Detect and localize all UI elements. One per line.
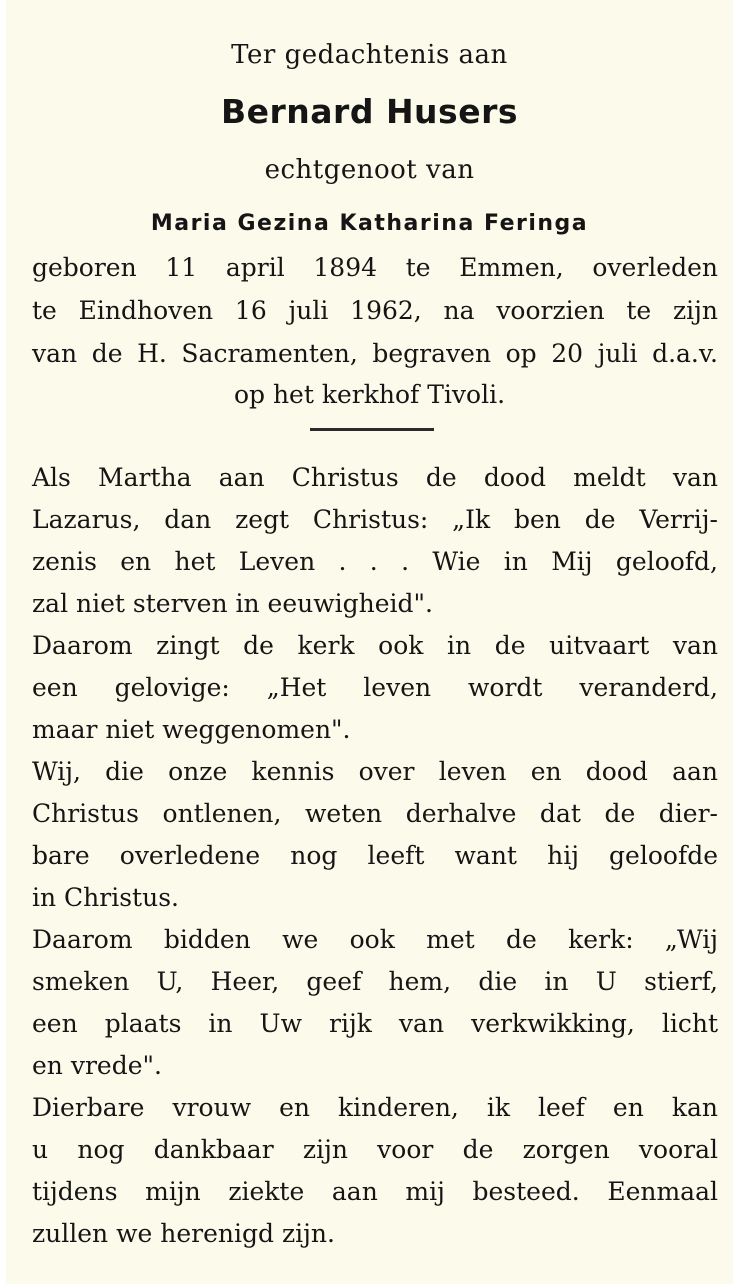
text-line: Daarom zingt de kerk ook in de uitvaart van: [32, 631, 718, 660]
text-line: u nog dankbaar zijn voor de zorgen vooral: [32, 1135, 718, 1164]
memorial-card: [6, 0, 733, 1284]
biography-line: van de H. Sacramenten, begraven op 20 juli d.a.v.: [32, 339, 718, 368]
text-line: en vrede".: [32, 1051, 162, 1080]
text-line: bare overledene nog leeft want hij geloofde: [32, 841, 718, 870]
intro-line: Ter gedachtenis aan: [231, 40, 508, 70]
biography-line: geboren 11 april 1894 te Emmen, overleden: [32, 253, 718, 282]
text-line: Christus ontlenen, weten derhalve dat de dier-: [32, 799, 718, 828]
text-line: Daarom bidden we ook met de kerk: „Wij: [32, 925, 718, 954]
text-line: Wij, die onze kennis over leven en dood aan: [32, 757, 718, 786]
spouse-intro-line: echtgenoot van: [264, 155, 475, 185]
biography-line: te Eindhoven 16 juli 1962, na voorzien te zijn: [32, 296, 718, 325]
spouse-name: Maria Gezina Katharina Feringa: [150, 211, 589, 236]
text-line: een plaats in Uw rijk van verkwikking, licht: [32, 1009, 718, 1038]
text-line: zullen we herenigd zijn.: [32, 1219, 335, 1248]
deceased-name: Bernard Husers: [220, 92, 518, 131]
text-line: tijdens mijn ziekte aan mij besteed. Eenmaal: [32, 1177, 718, 1206]
text-line: maar niet weggenomen".: [32, 715, 351, 744]
text-line: een gelovige: „Het leven wordt veranderd,: [32, 673, 718, 702]
text-line: Dierbare vrouw en kinderen, ik leef en kan: [32, 1093, 718, 1122]
text-line: zal niet sterven in eeuwigheid".: [32, 589, 433, 618]
divider-rule: [310, 428, 434, 431]
biography-line: op het kerkhof Tivoli.: [233, 380, 506, 409]
text-line: Als Martha aan Christus de dood meldt van: [32, 463, 718, 492]
text-line: smeken U, Heer, geef hem, die in U stierf,: [32, 967, 718, 996]
text-line: zenis en het Leven . . . Wie in Mij geloofd,: [32, 547, 718, 576]
text-line: Lazarus, dan zegt Christus: „Ik ben de Verrij-: [32, 505, 718, 534]
text-line: in Christus.: [32, 883, 179, 912]
